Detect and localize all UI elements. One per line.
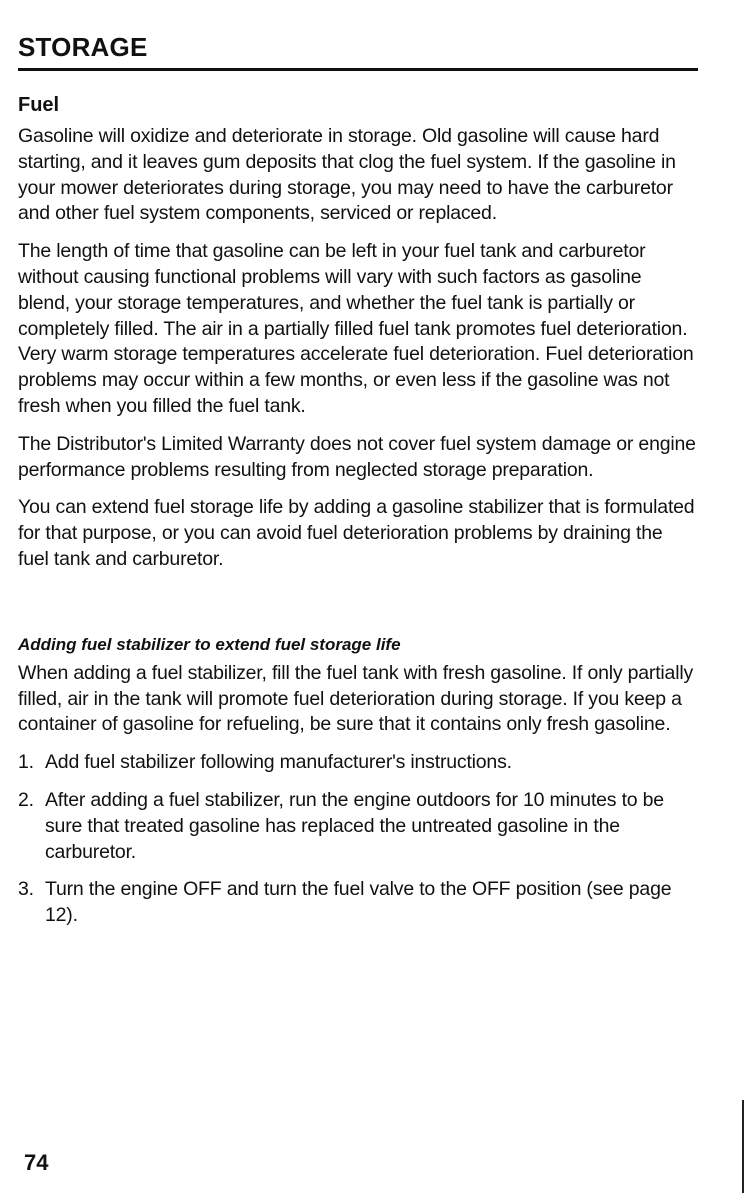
stabilizer-steps-list (18, 750, 698, 929)
page-title: STORAGE (18, 32, 148, 62)
step-number: 1. (18, 751, 34, 774)
section-spacer (18, 585, 698, 633)
page-content (18, 92, 698, 941)
header-divider (18, 68, 698, 71)
step-text: Add fuel stabilizer following manufacturer's instructions. (45, 751, 512, 774)
step-number: 2. (18, 788, 34, 811)
fuel-paragraph-3: The Distributor's Limited Warranty does not cover fuel system damage or engine performance problems resulting from neglected storage preparation. (18, 432, 696, 481)
step-text: Turn the engine OFF and turn the fuel valve to the OFF position (see page 12). (45, 878, 672, 927)
fuel-paragraph-1: Gasoline will oxidize and deteriorate in storage. Old gasoline will cause hard starting, and it leaves gum deposits that clog the fuel system. If the gasoline in your mower deteriorates during storage, you may need to have the carburetor and other fuel system components, serviced or replaced. (18, 125, 676, 225)
fuel-paragraph-4: You can extend fuel storage life by adding a gasoline stabilizer that is formulated for that purpose, or you can avoid fuel deterioration problems by draining the fuel tank and carburetor. (18, 496, 695, 570)
stabilizer-intro: When adding a fuel stabilizer, fill the fuel tank with fresh gasoline. If only partially filled, air in the tank will promote fuel deterioration during storage. If you keep a container of gasoline for refueling, be sure that it contains only fresh gasoline. (18, 661, 694, 736)
list-item (18, 750, 698, 776)
page-number: 74 (24, 1150, 49, 1175)
scan-edge-mark (742, 1100, 744, 1193)
fuel-paragraph-2: The length of time that gasoline can be left in your fuel tank and carburetor without causing functional problems will vary with such factors as gasoline blend, your storage temperatures, and whether the fuel tank is partially or completely filled. The air in a partially filled fuel tank promotes fuel deterioration. Very warm storage temperatures accelerate fuel deterioration. Fuel deterioration problems may occur within a few months, or even less if the gasoline was not fresh when you filled the fuel tank. (18, 240, 694, 417)
step-number: 3. (18, 878, 34, 901)
step-text: After adding a fuel stabilizer, run the engine outdoors for 10 minutes to be sure that treated gasoline has replaced the untreated gasoline in the carburetor. (45, 788, 664, 863)
list-item (18, 877, 698, 929)
stabilizer-heading: Adding fuel stabilizer to extend fuel storage life (18, 634, 401, 654)
list-item (18, 788, 698, 865)
fuel-heading: Fuel (18, 94, 60, 116)
